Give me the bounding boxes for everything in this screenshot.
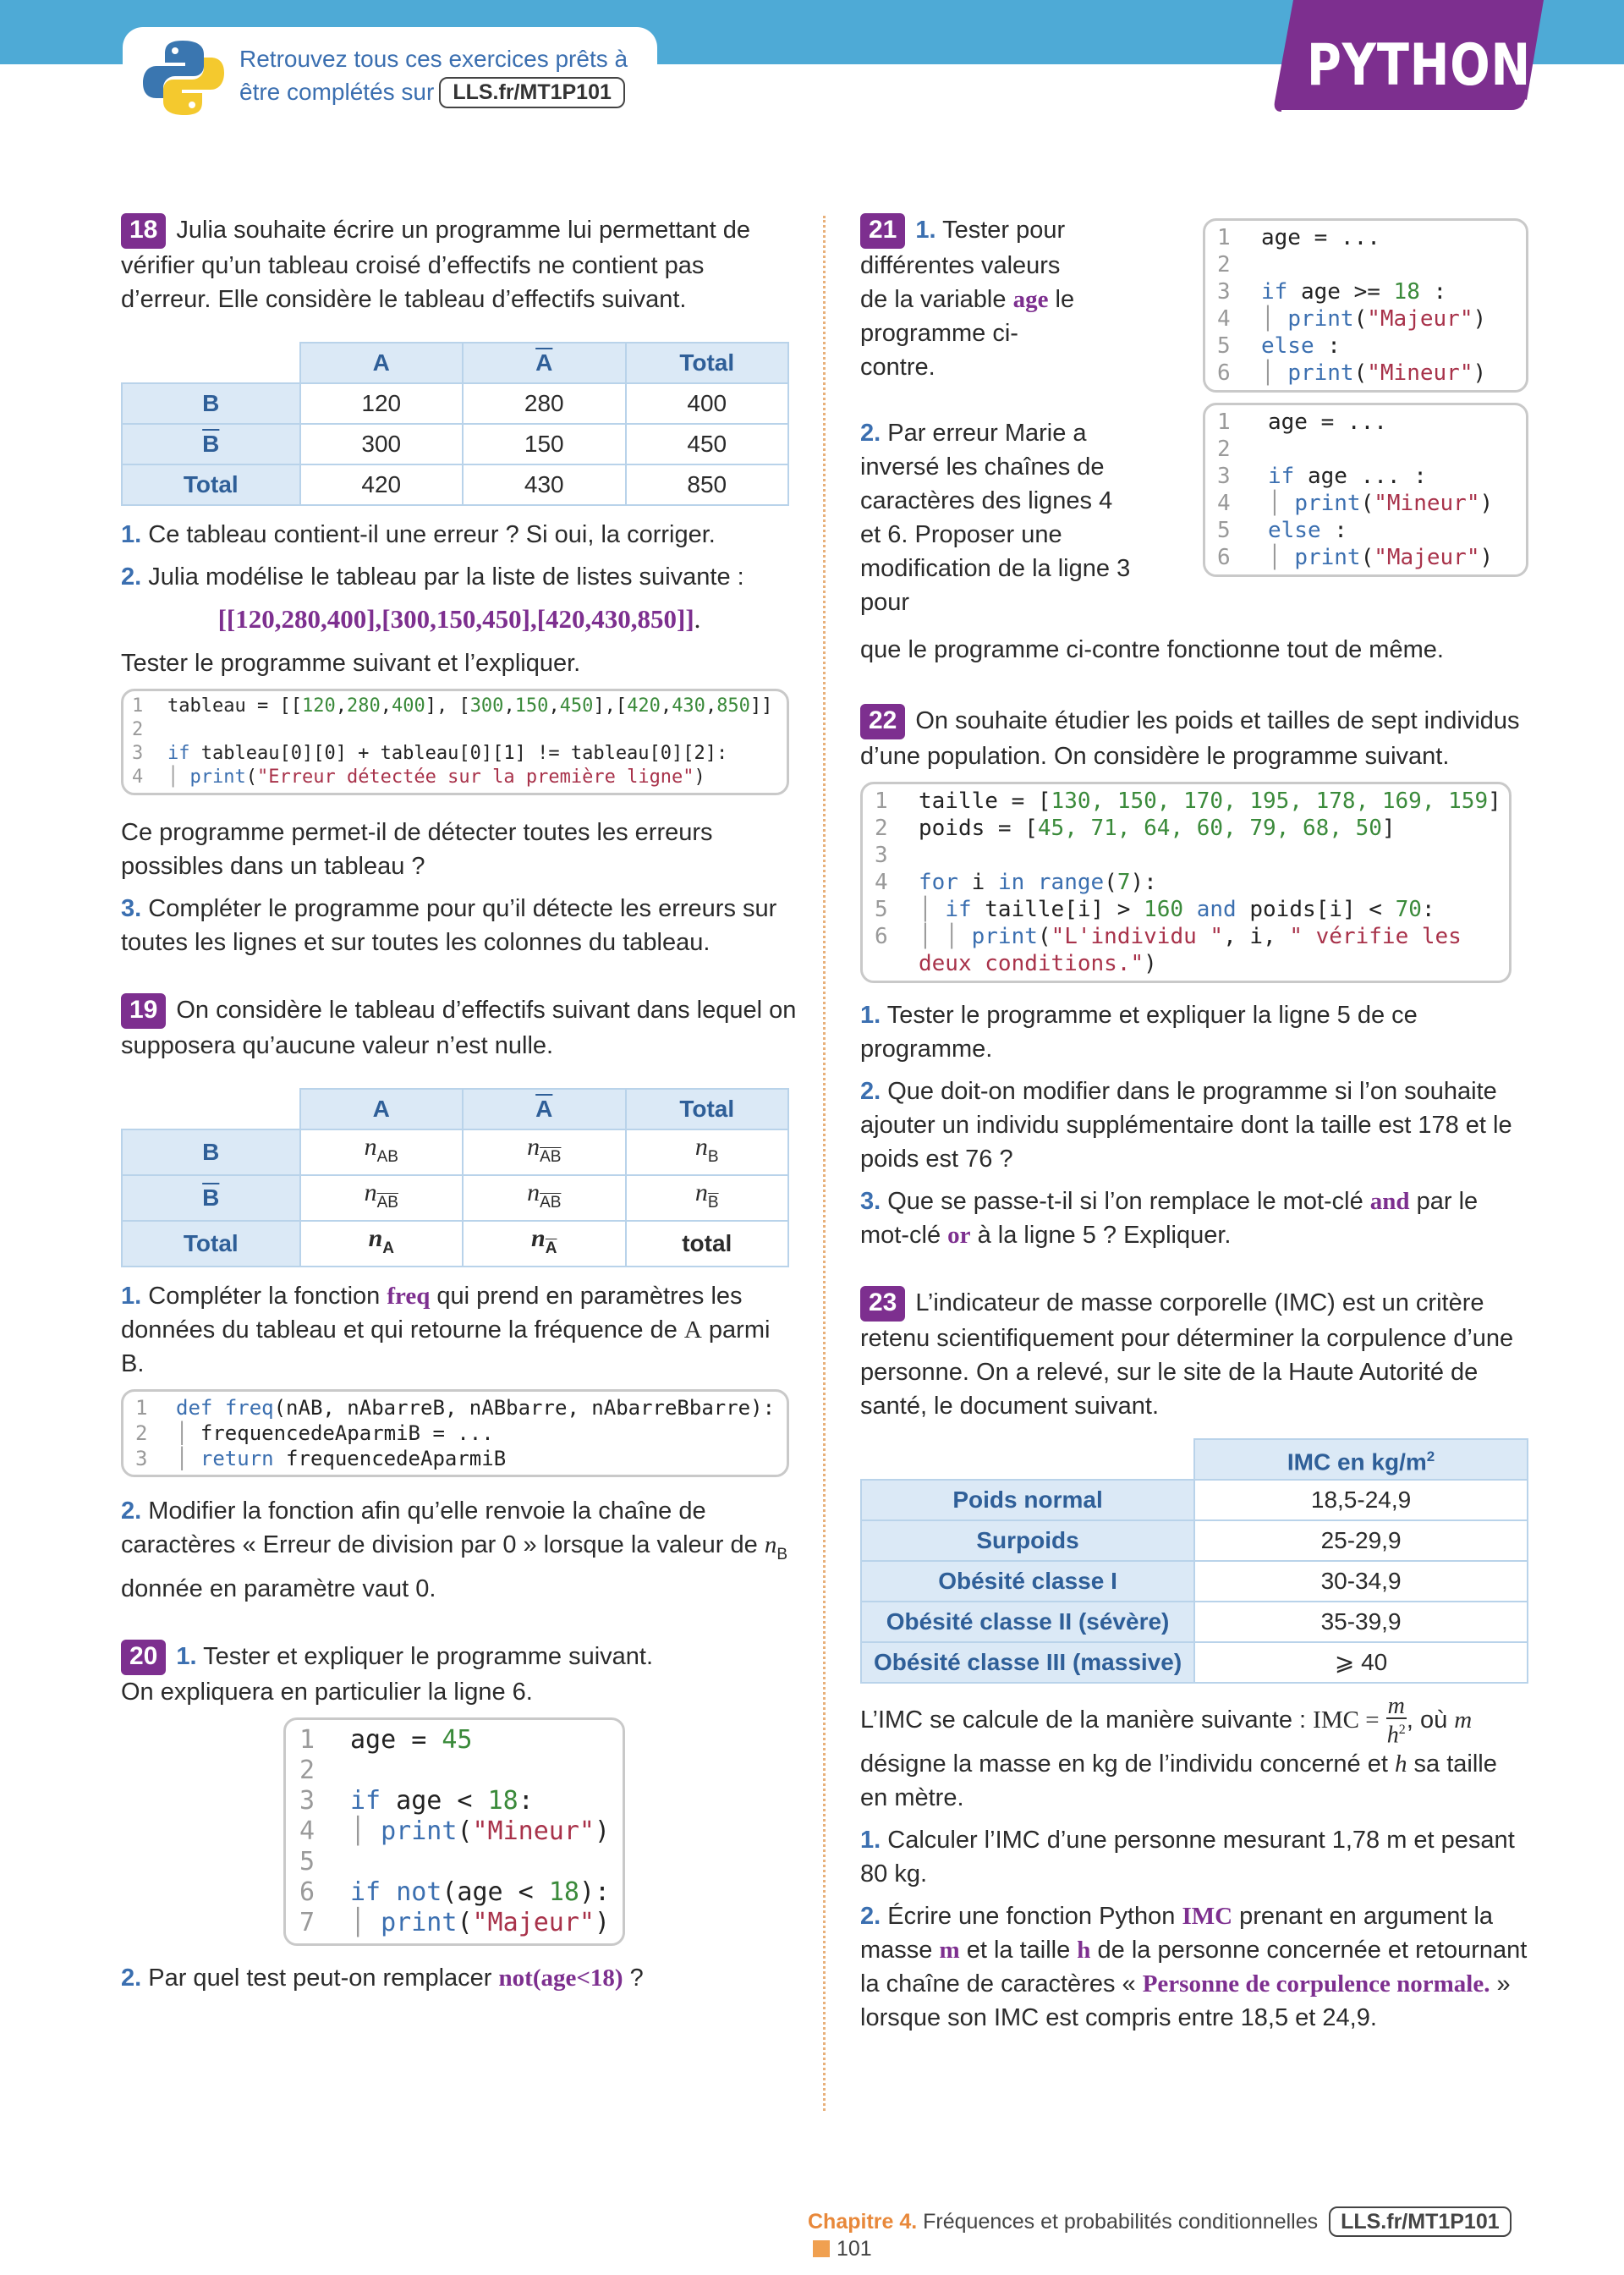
keyword: h <box>1077 1936 1091 1964</box>
question-number: 2. <box>121 1497 142 1525</box>
footer-square-icon <box>813 2240 830 2257</box>
table-cell: $n_{\overline{AB}}$ <box>463 1129 625 1175</box>
question-text: à la ligne 5 ? Expliquer. <box>977 1222 1232 1249</box>
page-number: 101 <box>837 2237 872 2261</box>
code-block-2: 1 age = ... 2 3 if age ... : 4 │ print("Mineur") 5 else : 6 │ print("Majeur") <box>1203 403 1528 577</box>
question-text: par le mot-clé <box>860 1188 1479 1249</box>
table-cell: $n_{AB}$ <box>300 1129 463 1175</box>
exercise-21 <box>860 213 1528 667</box>
question-text: Par quel test peut-on remplacer <box>148 1965 492 1992</box>
promo-box <box>123 27 657 122</box>
question-number: 2. <box>860 1078 881 1105</box>
footer-link[interactable]: LLS.fr/MT1P101 <box>1329 2206 1512 2237</box>
table-cell: 430 <box>463 464 625 505</box>
imc-formula: L’IMC se calcule de la manière suivante : IMC = $\frac{m}{h^2}$ , où m désigne la masse en kg de l’individu concerné et h sa taille en mètre. <box>860 1693 1497 1811</box>
list-of-lists <box>121 602 798 636</box>
question-text: Ce programme permet-il de détecter toutes les erreurs possibles dans un tableau ? <box>121 819 713 880</box>
row-header-total: Total <box>122 464 300 505</box>
imc-header: IMC en $kg/m^2$ <box>1194 1439 1528 1480</box>
question-text: On expliquera en particulier la ligne 6. <box>121 1679 533 1706</box>
promo-line-2: être complétés sur <box>239 79 435 105</box>
question-number: 2. <box>121 1965 142 1992</box>
row-header-bbar: $\overline{B}$ <box>122 424 300 464</box>
imc-table <box>860 1438 1528 1684</box>
imc-row-label: Obésité classe III (massive) <box>861 1642 1194 1683</box>
keyword: or <box>947 1222 971 1249</box>
question-number: 1. <box>860 1826 881 1854</box>
col-header-abar: $\overline{A}$ <box>463 343 625 383</box>
question-number: 1. <box>176 1643 197 1670</box>
imc-row-label: Obésité classe I <box>861 1561 1194 1602</box>
question-text: Tester pour différentes valeurs de la variable <box>860 217 1066 313</box>
table-cell: $n_A$ <box>300 1221 463 1267</box>
footer-title: Fréquences et probabilités conditionnelles <box>923 2210 1319 2234</box>
question-text: Modifier la fonction afin qu’elle renvoie la chaîne de caractères « Erreur de division par 0 » lorsque la valeur de <box>121 1497 758 1558</box>
footer <box>808 2206 1535 2261</box>
exercise-intro: On considère le tableau d’effectifs suivant dans lequel on supposera qu’aucune valeur n’est nulle. <box>121 997 797 1059</box>
col-header-total: Total <box>626 343 789 383</box>
row-header-total: Total <box>122 1221 300 1267</box>
question-text: et la taille <box>966 1936 1071 1964</box>
exercise-number: 19 <box>121 993 166 1029</box>
exercise-intro: Julia souhaite écrire un programme lui permettant de vérifier qu’un tableau croisé d’effectifs ne contient pas d’erreur. Elle considère le tableau d’effectifs suivant. <box>121 217 751 313</box>
table-cell: $n_B$ <box>626 1129 789 1175</box>
imc-row-label: Poids normal <box>861 1480 1194 1520</box>
row-header-b: B <box>122 1129 300 1175</box>
list-end: . <box>694 604 701 634</box>
table-cell: 850 <box>626 464 789 505</box>
question-text: Julia modélise le tableau par la liste de listes suivante : <box>148 563 744 591</box>
table-cell: 300 <box>300 424 463 464</box>
keyword: Personne de corpulence normale. <box>1142 1970 1490 1997</box>
question-number: 1. <box>860 1002 881 1029</box>
imc-row-value: 25-29,9 <box>1194 1520 1528 1561</box>
question-text: Ce tableau contient-il une erreur ? Si oui, la corriger. <box>148 521 716 548</box>
exercise-19 <box>121 993 798 1606</box>
code-block: 1 def freq(nAB, nAbarreB, nABbarre, nAbarreBbarre): 2 │ frequencedeAparmiB = ... 3 │ return frequencedeAparmiB <box>121 1389 789 1477</box>
promo-link[interactable]: LLS.fr/MT1P101 <box>439 77 625 108</box>
frequency-table <box>121 342 789 506</box>
col-header-total: Total <box>626 1089 789 1129</box>
exercise-18 <box>121 213 798 959</box>
question-number: 1. <box>121 1283 142 1310</box>
keyword: and <box>1369 1188 1410 1215</box>
table-cell: 450 <box>626 424 789 464</box>
python-tab-label: PYTHON <box>1307 32 1531 99</box>
imc-row-value: 18,5-24,9 <box>1194 1480 1528 1520</box>
question-text: parmi B. <box>121 1316 771 1377</box>
question-number: 3. <box>860 1188 881 1215</box>
exercise-22 <box>860 704 1528 1252</box>
question-text: ? <box>629 1965 644 1992</box>
question-text: Tester le programme suivant et l’expliquer. <box>121 650 581 677</box>
question-number: 1. <box>121 521 142 548</box>
left-column <box>121 213 798 2024</box>
col-header-abar: $\overline{A}$ <box>463 1089 625 1129</box>
question-text: Que doit-on modifier dans le programme si l’on souhaite ajouter un individu supplémentaire dont la taille est 178 et le poids est 76 ? <box>860 1078 1512 1173</box>
table-cell: 280 <box>463 383 625 424</box>
right-column <box>860 213 1528 2063</box>
math-subscript: B <box>776 1546 788 1563</box>
question-number: 3. <box>121 895 142 922</box>
imc-row-value: 30-34,9 <box>1194 1561 1528 1602</box>
question-text: le programme ci-contre. <box>860 286 1075 381</box>
footer-chapter: Chapitre 4. <box>808 2210 918 2234</box>
imc-row-value: ⩾ 40 <box>1194 1642 1528 1683</box>
keyword: not(age<18) <box>498 1965 623 1992</box>
keyword: IMC <box>1182 1902 1233 1930</box>
question-text: » lorsque son IMC est compris entre 18,5 et 24,9. <box>860 1970 1511 2031</box>
symbolic-frequency-table <box>121 1088 789 1267</box>
exercise-number: 22 <box>860 704 905 739</box>
question-number: 1. <box>915 217 936 244</box>
exercise-intro: L’indicateur de masse corporelle (IMC) est un critère retenu scientifiquement pour déterminer la corpulence d’une personne. On a relevé, sur le site de la Haute Autorité de santé, le document suivant. <box>860 1289 1514 1420</box>
question-text: de la personne concernée et retournant la chaîne de caractères « <box>860 1936 1528 1997</box>
table-cell: 400 <box>626 383 789 424</box>
code-block: 1 taille = [130, 150, 170, 195, 178, 169, 159] 2 poids = [45, 71, 64, 60, 79, 68, 50] 3 4 for i in range(7): 5 │ if taille[i] > 160 and poids[i] < 70: 6 │ │ print("L'individu ", i, " vérifie les deux conditions.") <box>860 782 1512 983</box>
keyword: m <box>939 1936 960 1964</box>
code-block-1: 1 age = ... 2 3 if age >= 18 : 4 │ print("Majeur") 5 else : 6 │ print("Mineur") <box>1203 218 1528 393</box>
code-block: 1 age = 45 2 3 if age < 18: 4 │ print("Mineur") 5 6 if not(age < 18): 7 │ print("Majeur") <box>283 1717 625 1946</box>
question-text: Calculer l’IMC d’une personne mesurant 1,78 m et pesant 80 kg. <box>860 1826 1515 1888</box>
table-cell: total <box>626 1221 789 1267</box>
imc-row-value: 35-39,9 <box>1194 1602 1528 1642</box>
question-text: qui prend en paramètres les données du tableau et qui retourne la fréquence de <box>121 1283 743 1344</box>
question-text: Par erreur Marie a inversé les chaînes de caractères des lignes 4 et 6. Proposer une modification de la ligne 3 pour <box>860 420 1131 616</box>
col-header-a: A <box>300 1089 463 1129</box>
python-logo-icon <box>141 37 226 118</box>
table-cell: $n_{\overline{AB}}$ <box>300 1175 463 1221</box>
question-text: Que se passe-t-il si l’on remplace le mot-clé <box>887 1188 1363 1215</box>
math-symbol: n <box>764 1531 777 1558</box>
keyword: age <box>1012 286 1049 313</box>
question-text: Compléter le programme pour qu’il détecte les erreurs sur toutes les lignes et sur toutes les colonnes du tableau. <box>121 895 777 956</box>
table-cell: $n_{\overline{B}}$ <box>626 1175 789 1221</box>
question-number: 2. <box>121 563 142 591</box>
exercise-number: 18 <box>121 213 166 249</box>
question-text: donnée en paramètre vaut 0. <box>121 1575 436 1602</box>
table-cell: $n_{\overline{A}}$ <box>463 1221 625 1267</box>
question-text: prenant en argument la masse <box>860 1902 1494 1964</box>
question-text: Tester et expliquer le programme suivant. <box>203 1643 654 1670</box>
question-text: Compléter la fonction <box>148 1283 381 1310</box>
exercise-number: 20 <box>121 1640 166 1675</box>
exercise-number: 21 <box>860 213 905 249</box>
column-divider <box>823 216 826 2111</box>
exercise-20 <box>121 1640 798 1995</box>
exercise-23 <box>860 1286 1528 2035</box>
promo-line-1: Retrouvez tous ces exercices prêts à <box>239 46 628 72</box>
list-value: [[120,280,400],[300,150,450],[420,430,850]] <box>217 604 694 634</box>
question-number: 2. <box>860 1902 881 1930</box>
question-text: Écrire une fonction Python <box>887 1902 1176 1930</box>
question-number: 2. <box>860 420 881 447</box>
row-header-bbar: $\overline{B}$ <box>122 1175 300 1221</box>
promo-text <box>239 42 628 108</box>
table-cell: 420 <box>300 464 463 505</box>
question-text: que le programme ci-contre fonctionne tout de même. <box>860 636 1444 663</box>
math-symbol: A <box>683 1316 702 1344</box>
question-text: Tester le programme et expliquer la ligne 5 de ce programme. <box>860 1002 1418 1063</box>
exercise-intro: On souhaite étudier les poids et tailles de sept individus d’une population. On considère le programme suivant. <box>860 707 1520 770</box>
table-cell: 150 <box>463 424 625 464</box>
col-header-a: A <box>300 343 463 383</box>
table-cell: $n_{\overline{AB}}$ <box>463 1175 625 1221</box>
imc-row-label: Obésité classe II (sévère) <box>861 1602 1194 1642</box>
row-header-b: B <box>122 383 300 424</box>
keyword: freq <box>387 1283 431 1310</box>
table-cell: 120 <box>300 383 463 424</box>
imc-row-label: Surpoids <box>861 1520 1194 1561</box>
exercise-number: 23 <box>860 1286 905 1322</box>
code-block: 1 tableau = [[120,280,400], [300,150,450],[420,430,850]] 2 3 if tableau[0][0] + tableau[0][1] != tableau[0][2]: 4 │ print("Erreur détectée sur la première ligne") <box>121 689 789 795</box>
